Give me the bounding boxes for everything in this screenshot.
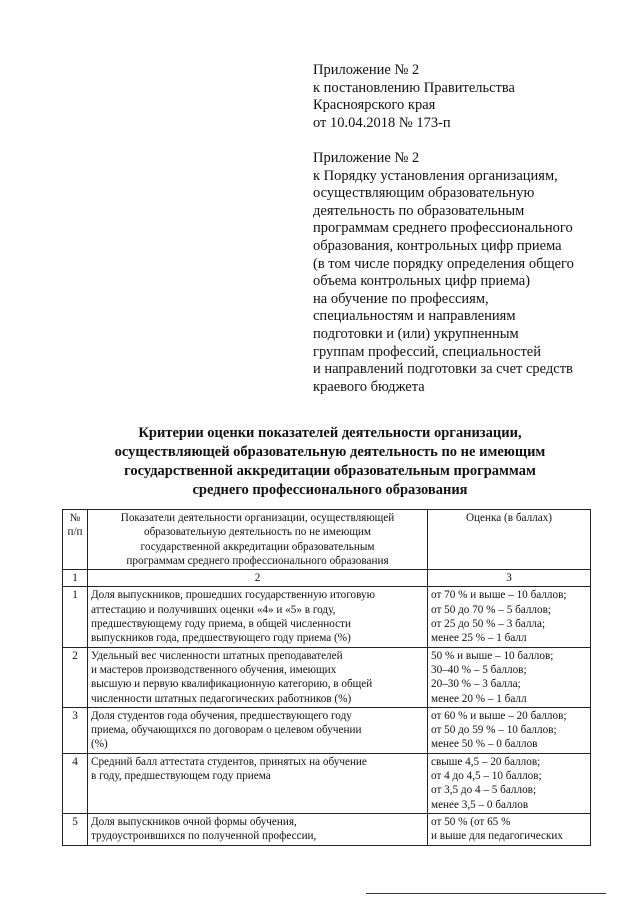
header-num-label: № xyxy=(69,512,81,524)
score-line: и выше для педагогических xyxy=(431,830,563,843)
row-number: 3 xyxy=(63,707,88,753)
header-score-cell: Оценка (в баллах) xyxy=(428,510,591,570)
header-num-cell xyxy=(63,510,88,570)
score-line: от 4 до 4,5 – 10 баллов; xyxy=(431,770,542,783)
score-line: свыше 4,5 – 20 баллов; xyxy=(431,755,541,768)
header-indicator-line: программам среднего профессионального образования xyxy=(126,554,389,567)
appendix-line: осуществляющим образовательную xyxy=(313,185,535,202)
footer-divider xyxy=(366,893,606,894)
index-cell: 2 xyxy=(88,570,428,587)
document-title xyxy=(60,424,600,500)
appendix-line: Приложение № 2 xyxy=(313,62,420,78)
table-row xyxy=(63,647,591,707)
appendix-line: подготовки и (или) укрупненным xyxy=(313,325,519,342)
indicator-line: выпускников года, предшествующего году приема (%) xyxy=(91,632,351,645)
score-cell xyxy=(428,587,591,647)
index-cell: 1 xyxy=(63,570,88,587)
indicator-line: высшую и первую квалификационную категорию, в общей xyxy=(91,678,373,691)
appendix-line: к постановлению Правительства xyxy=(313,79,515,96)
appendix-line: от 10.04.2018 № 173-п xyxy=(313,114,451,131)
score-cell xyxy=(428,753,591,813)
indicator-line: Доля выпускников очной формы обучения, xyxy=(91,815,297,828)
appendix-line: группам профессий, специальностей xyxy=(313,343,542,360)
header-indicator-line: Показатели деятельности организации, осуществляющей xyxy=(120,512,395,524)
indicator-line: предшествующему году приема, в общей численности xyxy=(91,618,352,631)
appendix-line: к Порядку установления организациям, xyxy=(313,167,558,184)
score-line: от 3,5 до 4 – 5 баллов; xyxy=(431,784,537,797)
title-line: государственной аккредитации образовательным программам xyxy=(124,463,536,479)
score-line: 50 % и выше – 10 баллов; xyxy=(431,649,554,662)
title-line: среднего профессионального образования xyxy=(192,482,468,498)
row-number: 5 xyxy=(63,813,88,845)
score-line: менее 50 % – 0 баллов xyxy=(431,738,538,751)
header-indicator-cell xyxy=(88,510,428,570)
appendix-line: деятельность по образовательным xyxy=(313,202,525,219)
score-line: менее 3,5 – 0 баллов xyxy=(431,798,529,811)
appendix-line: объема контрольных цифр приема) xyxy=(313,273,531,290)
indicator-cell xyxy=(88,647,428,707)
score-line: от 50 до 59 % – 10 баллов; xyxy=(431,724,557,737)
title-line: Критерии оценки показателей деятельности организации, xyxy=(138,425,522,441)
appendix-line: Красноярского края xyxy=(313,97,436,114)
indicator-line: Доля студентов года обучения, предшествующего году xyxy=(91,709,352,722)
indicator-cell xyxy=(88,587,428,647)
header-num-label: п/п xyxy=(67,526,83,539)
indicator-line: численности штатных педагогических работников (%) xyxy=(91,692,352,705)
indicator-line: трудоустроившихся по полученной профессии, xyxy=(91,830,317,843)
header-indicator-line: образовательную деятельность по не имеющим xyxy=(143,526,372,539)
appendix-line: краевого бюджета xyxy=(313,378,425,395)
score-line: от 50 % (от 65 % xyxy=(431,815,511,828)
appendix-line: (в том числе порядку определения общего xyxy=(313,255,574,272)
table-row xyxy=(63,813,591,845)
table-row xyxy=(63,753,591,813)
index-cell: 3 xyxy=(428,570,591,587)
score-line: от 25 до 50 % – 3 балла; xyxy=(431,618,546,631)
score-line: от 50 до 70 % – 5 баллов; xyxy=(431,603,551,616)
score-cell xyxy=(428,813,591,845)
table-header-row xyxy=(63,510,591,570)
score-cell xyxy=(428,707,591,753)
indicator-line: Доля выпускников, прошедших государственную итоговую xyxy=(91,589,375,602)
score-line: 30–40 % – 5 баллов; xyxy=(431,663,527,676)
table-row xyxy=(63,707,591,753)
appendix-line: образования, контрольных цифр приема xyxy=(313,237,562,254)
score-cell xyxy=(428,647,591,707)
appendix-line: Приложение № 2 xyxy=(313,150,420,166)
indicator-line: и мастеров производственного обучения, имеющих xyxy=(91,663,337,676)
indicator-line: (%) xyxy=(91,738,108,751)
appendix-line: специальностям и направлениям xyxy=(313,308,516,325)
score-line: от 70 % и выше – 10 баллов; xyxy=(431,589,567,602)
score-line: от 60 % и выше – 20 баллов; xyxy=(431,709,567,722)
appendix-line: на обучение по профессиям, xyxy=(313,290,489,307)
appendix-government-reference xyxy=(313,62,613,132)
indicator-cell xyxy=(88,707,428,753)
indicator-line: приема, обучающихся по договорам о целевом обучении xyxy=(91,724,362,737)
row-number: 4 xyxy=(63,753,88,813)
indicator-line: Удельный вес численности штатных преподавателей xyxy=(91,649,343,662)
appendix-line: и направлений подготовки за счет средств xyxy=(313,361,573,378)
indicator-cell xyxy=(88,753,428,813)
appendix-line: программам среднего профессионального xyxy=(313,220,573,237)
title-line: осуществляющей образовательную деятельность по не имеющим xyxy=(114,444,546,460)
indicator-line: аттестацию и получивших оценки «4» и «5» в году, xyxy=(91,603,336,616)
indicator-cell xyxy=(88,813,428,845)
table-index-row xyxy=(63,570,591,587)
row-number: 1 xyxy=(63,587,88,647)
row-number: 2 xyxy=(63,647,88,707)
indicator-line: Средний балл аттестата студентов, принятых на обучение xyxy=(91,755,367,768)
appendix-procedure-reference xyxy=(313,150,613,396)
header-indicator-line: государственной аккредитации образовательным xyxy=(140,540,375,553)
indicator-line: в году, предшествующем году приема xyxy=(91,770,271,783)
score-line: 20–30 % – 3 балла; xyxy=(431,678,521,691)
score-line: менее 25 % – 1 балл xyxy=(431,632,527,645)
score-line: менее 20 % – 1 балл xyxy=(431,692,527,705)
table-row xyxy=(63,587,591,647)
criteria-table xyxy=(62,509,591,846)
